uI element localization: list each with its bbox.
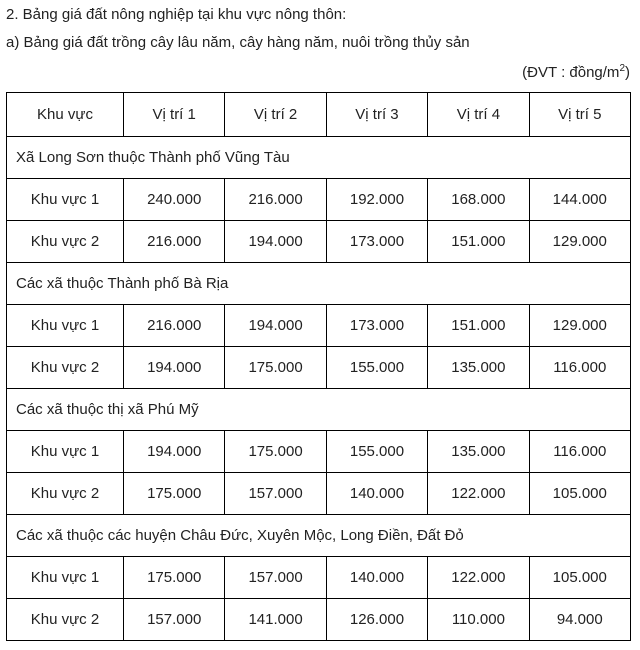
price-cell: 216.000 [124,221,225,263]
price-cell: 116.000 [529,347,630,389]
unit-prefix: (ĐVT : đồng/m [522,64,620,81]
price-cell: 155.000 [326,431,427,473]
table-row [7,599,631,641]
price-cell: 168.000 [428,179,529,221]
price-cell: 216.000 [124,305,225,347]
group-row [7,389,631,431]
price-cell: 194.000 [124,347,225,389]
price-cell: 240.000 [124,179,225,221]
unit-note [522,64,630,81]
price-cell: 144.000 [529,179,630,221]
price-cell: 175.000 [225,431,326,473]
table-row [7,473,631,515]
price-cell: 216.000 [225,179,326,221]
price-cell: 194.000 [124,431,225,473]
price-cell: 105.000 [529,473,630,515]
area-cell: Khu vực 1 [7,431,124,473]
group-row [7,137,631,179]
price-cell: 129.000 [529,221,630,263]
price-cell: 141.000 [225,599,326,641]
land-price-table [6,92,631,641]
group-title: Xã Long Sơn thuộc Thành phố Vũng Tàu [7,137,631,179]
group-title: Các xã thuộc các huyện Châu Đức, Xuyên Mộc, Long Điền, Đất Đỏ [7,515,631,557]
header-cell: Khu vực [7,93,124,137]
price-cell: 175.000 [124,557,225,599]
header-row [7,93,631,137]
price-cell: 157.000 [225,473,326,515]
area-cell: Khu vực 2 [7,347,124,389]
table-body [7,93,631,641]
price-cell: 126.000 [326,599,427,641]
price-cell: 140.000 [326,473,427,515]
price-cell: 116.000 [529,431,630,473]
price-cell: 110.000 [428,599,529,641]
table-row [7,431,631,473]
price-cell: 157.000 [225,557,326,599]
price-cell: 140.000 [326,557,427,599]
header-cell: Vị trí 5 [529,93,630,137]
price-cell: 135.000 [428,431,529,473]
area-cell: Khu vực 2 [7,473,124,515]
price-cell: 173.000 [326,305,427,347]
price-cell: 122.000 [428,473,529,515]
price-cell: 94.000 [529,599,630,641]
area-cell: Khu vực 2 [7,221,124,263]
price-cell: 151.000 [428,305,529,347]
price-cell: 151.000 [428,221,529,263]
unit-suffix: ) [625,64,630,81]
area-cell: Khu vực 1 [7,179,124,221]
header-cell: Vị trí 2 [225,93,326,137]
table-row [7,347,631,389]
price-cell: 157.000 [124,599,225,641]
group-row [7,263,631,305]
price-cell: 155.000 [326,347,427,389]
unit-superscript: 2 [619,63,625,74]
price-cell: 173.000 [326,221,427,263]
group-row [7,515,631,557]
section-heading: 2. Bảng giá đất nông nghiệp tại khu vực nông thôn: [6,6,347,23]
group-title: Các xã thuộc thị xã Phú Mỹ [7,389,631,431]
subsection-heading: a) Bảng giá đất trồng cây lâu năm, cây hàng năm, nuôi trồng thủy sản [6,34,470,51]
price-cell: 105.000 [529,557,630,599]
price-cell: 192.000 [326,179,427,221]
price-cell: 122.000 [428,557,529,599]
table-row [7,305,631,347]
group-title: Các xã thuộc Thành phố Bà Rịa [7,263,631,305]
price-cell: 194.000 [225,221,326,263]
table-row [7,221,631,263]
table-row [7,557,631,599]
price-cell: 135.000 [428,347,529,389]
price-cell: 175.000 [124,473,225,515]
header-cell: Vị trí 3 [326,93,427,137]
price-cell: 194.000 [225,305,326,347]
area-cell: Khu vực 1 [7,305,124,347]
header-cell: Vị trí 1 [124,93,225,137]
header-cell: Vị trí 4 [428,93,529,137]
area-cell: Khu vực 2 [7,599,124,641]
table-row [7,179,631,221]
price-cell: 129.000 [529,305,630,347]
price-cell: 175.000 [225,347,326,389]
area-cell: Khu vực 1 [7,557,124,599]
